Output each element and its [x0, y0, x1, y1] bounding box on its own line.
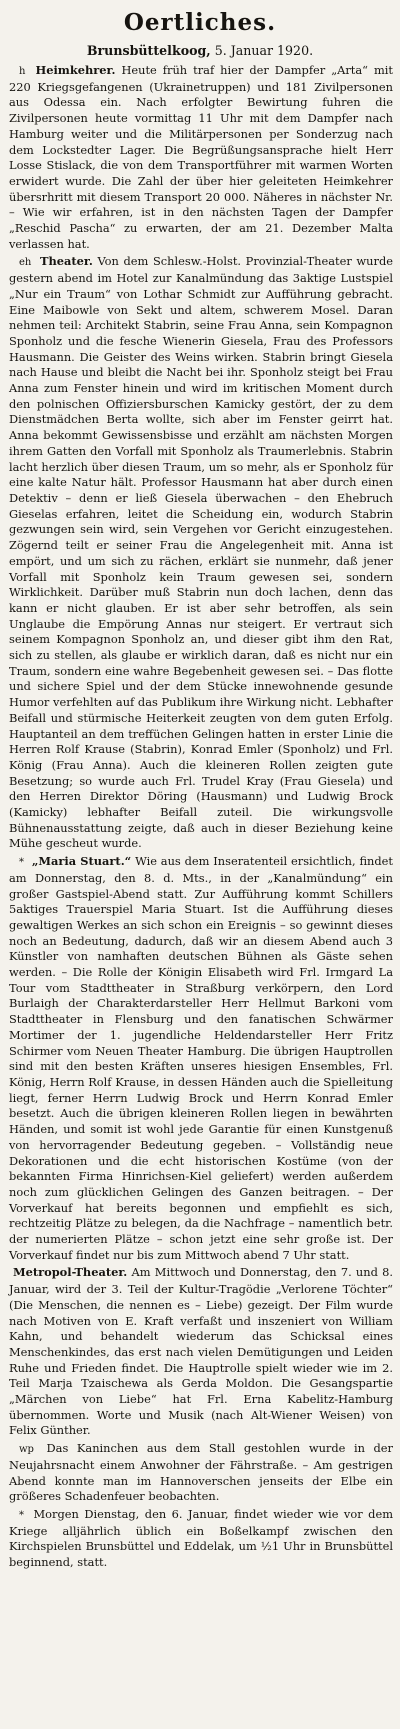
- article-marker: wp: [19, 1444, 34, 1456]
- article-heading: Metropol-Theater.: [13, 1265, 128, 1280]
- article-kaninchen: [9, 1441, 393, 1505]
- dateline-date: 5. Januar 1920.: [214, 43, 314, 58]
- article-heading: „Maria Stuart.“: [31, 854, 132, 869]
- article-marker: h: [19, 66, 26, 77]
- article-text: Das Kaninchen aus dem Stall gestohlen wurde in der Neujahrsnacht einem Anwohner der Fährstraße. – Am gestrigen Abend konnte man im Hannoverschen jenseits der Elbe ein größeres Schadenfeuer beobachten.: [9, 1441, 393, 1504]
- article-text: Von dem Schlesw.-Holst. Provinzial-Theater wurde gestern abend im Hotel zur Kanalmündung das 3aktige Lustspiel „Nur ein Traum“ von Lothar Schmidt zur Aufführung gebracht. Eine Maibowle von Sekt und altem, schwerem Mosel. Daran nehmen teil: Architekt Stabrin, seine Frau Anna, sein Kompagnon Sponholz und die fesche Wienerin Giesela, Frau des Professors Hausmann. Die Geister des Weins wirken. Stabrin bringt Giesela nach Hause und bleibt die Nacht bei ihr. Sponholz steigt bei Frau Anna zum Fenster hinein und wird im kritischen Moment durch den polnischen Offiziersburschen Kamicky gestört, der zu dem Dienstmädchen Berta wollte, sich aber im Fenster geirrt hat. Anna bekommt Gewissensbisse und erzählt am nächsten Morgen ihrem Gatten den Vorfall mit Sponholz als Traumerlebnis. Stabrin lacht herzlich über diesen Traum, um so mehr, als er Sponholz für eine kalte Natur hält. Professor Hausmann hat aber durch einen Detektiv – denn er ließ Giesela überwachen – den Ehebruch Gieselas erfahren, leitet die Scheidung ein, wodurch Stabrin gezwungen sein wird, sein Vergehen vor Gericht einzugestehen. Zögernd teilt er seiner Frau die Angelegenheit mit. Anna ist empört, und um sich zu rächen, erklärt sie nunmehr, daß jener Vorfall mit Sponholz kein Traum gewesen sei, sondern Wirklichkeit. Darüber muß Stabrin nun doch lachen, denn das kann er nicht glauben. Er ist aber sehr betroffen, als sein Unglaube die Empörung Annas nur steigert. Er vertraut sich seinem Kompagnon Sponholz an, und dieser gibt ihm den Rat, sich zu stellen, als glaube er wirklich daran, daß es nicht nur ein Traum, sondern eine wahre Begebenheit gewesen sei. – Das flotte und sichere Spiel und der dem Stücke innewohnende gesunde Humor verfehlten auf das Publikum ihre Wirkung nicht. Lebhafter Beifall und stürmische Heiterkeit zeugten von dem guten Erfolg. Hauptanteil an dem treffüchen Gelingen hatten in erster Linie die Herren Rolf Krause (Stabrin), Konrad Emler (Sponholz) und Frl. König (Frau Anna). Auch die kleineren Rollen zeigten gute Besetzung; so wurde auch Frl. Trudel Kray (Frau Giesela) und den Herren Direktor Döring (Hausmann) und Ludwig Brock (Kamicky) lebhafter Beifall zuteil. Die wirkungsvolle Bühnenausstattung zeigte, daß auch in dieser Beziehung keine Mühe gescheut wurde.: [9, 254, 393, 851]
- article-maria-stuart: [9, 854, 393, 1263]
- dateline-place: Brunsbüttelkoog,: [86, 43, 211, 58]
- dateline: [0, 40, 400, 61]
- article-heading: Theater.: [40, 254, 93, 269]
- article-heimkehrer: [9, 63, 393, 252]
- article-text: Am Mittwoch und Donnerstag, den 7. und 8. Januar, wird der 3. Teil der Kultur-Tragödie „Verlorene Töchter“ (Die Menschen, die nennen es – Liebe) gezeigt. Der Film wurde nach Motiven von E. Kraft verfaßt und inszeniert von William Kahn, und behandelt wiederum das Schicksal eines Menschenkindes, das erst nach vielen Demütigungen und Leiden Ruhe und Frieden findet. Die Hauptrolle spielt wieder wie im 2. Teil Marja Tzaischewa als Gerda Moldon. Die Gesangspartie „Märchen von Liebe“ hat Frl. Erna Kabelitz-Hamburg übernommen. Worte und Musik (nach Alt-Wiener Weisen) von Felix Günther.: [9, 1265, 393, 1438]
- article-bosselkampf: [9, 1507, 393, 1571]
- article-text: Morgen Dienstag, den 6. Januar, findet wieder wie vor dem Kriege alljährlich üblich ein Boßelkampf zwischen den Kirchspielen Brunsbüttel und Eddelak, um ½1 Uhr in Brunsbüttel beginnend, statt.: [9, 1506, 393, 1570]
- article-text: Wie aus dem Inseratenteil ersichtlich, findet am Donnerstag, den 8. d. Mts., in der „Kanalmündung“ ein großer Gastspiel-Abend statt. Zur Aufführung kommt Schillers 5aktiges Trauerspiel Maria Stuart. Ist die Aufführung dieses gewaltigen Werkes an sich schon ein Ereignis – so gewinnt dieses noch an Bedeutung, dadurch, daß wir an diesem Abend auch 3 Künstler von namhaften deutschen Bühnen als Gäste sehen werden. – Die Rolle der Königin Elisabeth wird Frl. Irmgard La Tour vom Stadttheater in Straßburg verkörpern, den Lord Burlaigh der Charakterdarsteller Herr Hellmut Barkoni vom Stadttheater in Flensburg und den fanatischen Schwärmer Mortimer der 1. jugendliche Heldendarsteller Herr Fritz Schirmer vom Neuen Theater Hamburg. Die übrigen Hauptrollen sind mit den besten Kräften unseres hiesigen Ensembles, Frl. König, Herrn Rolf Krause, in dessen Händen auch die Spielleitung liegt, ferner Herrn Ludwig Brock und Herrn Konrad Emler besetzt. Auch die übrigen kleineren Rollen liegen in bewährten Händen, und somit ist wohl jede Garantie für einen Kunstgenuß von hervorragender Bedeutung gegeben. – Vollständig neue Dekorationen und die echt historischen Kostüme (von der bekannten Firma Hinrichsen-Kiel geliefert) werden außerdem noch zum glücklichen Gelingen des Ganzen beitragen. – Der Vorverkauf hat bereits begonnen und empfiehlt es sich, rechtzeitig Plätze zu belegen, da die Nachfrage – namentlich betr. der numerierten Plätze – schon jetzt eine sehr große ist. Der Vorverkauf findet nur bis zum Mittwoch abend 7 Uhr statt.: [9, 854, 393, 1262]
- article-marker: eh: [19, 257, 32, 269]
- article-theater: [9, 254, 393, 852]
- article-metropol-theater: [9, 1265, 393, 1439]
- article-column: [0, 63, 400, 1571]
- article-marker: *: [19, 857, 24, 869]
- article-text: Heute früh traf hier der Dampfer „Arta“ mit 220 Kriegsgefangenen (Ukrainetruppen) und 181 Zivilpersonen aus Odessa ein. Nach erfolgter Bewirtung fuhren die Zivilpersonen heute vormittag 11 Uhr mit dem Dampfer nach Hamburg weiter und die Militärpersonen per Sonderzug nach dem Lockstedter Lager. Die Begrüßungsansprache hielt Herr Losse Stislack, die von dem Transportführer mit warmen Worten erwidert wurde. Die Zahl der über hier geleiteten Heimkehrer übersrhritt mit diesem Transport 20 000. Näheres in nächster Nr. – Wie wir erfahren, ist in den nächsten Tagen der Dampfer „Reschid Pascha“ zu erwarten, der am 21. Dezember Malta verlassen hat.: [9, 63, 394, 251]
- section-title: Oertliches.: [123, 9, 277, 36]
- article-marker: *: [19, 1509, 24, 1521]
- article-heading: Heimkehrer.: [35, 63, 116, 77]
